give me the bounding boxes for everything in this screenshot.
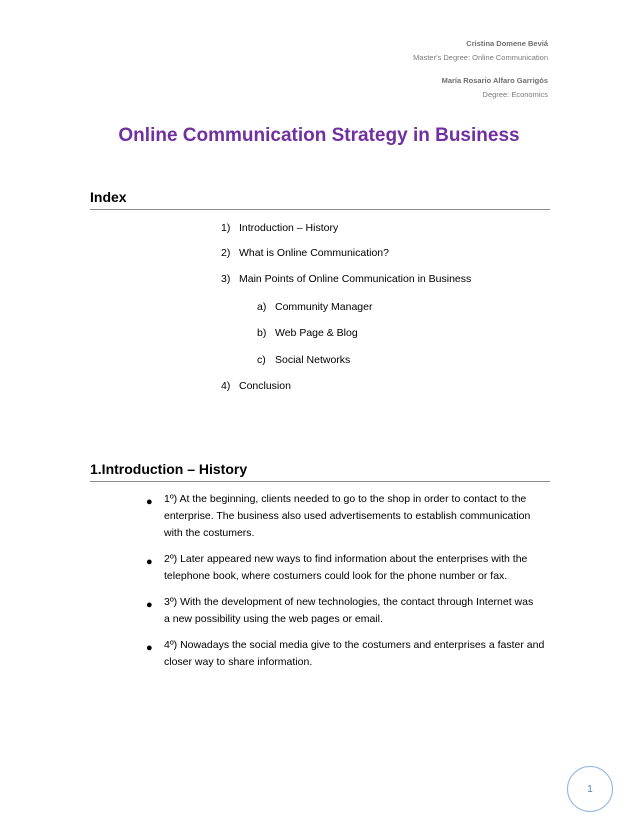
- toc-item-number: 4): [221, 380, 231, 392]
- toc-item-number: 2): [221, 247, 231, 259]
- bullet-line: 1º) At the beginning, clients needed to go to the shop in order to contact to the: [164, 493, 527, 505]
- toc-subitem: [257, 301, 372, 313]
- bullet-line: a new possibility using the web pages or email.: [164, 613, 383, 625]
- bullet-line: enterprise. The business also used advertisements to establish communication: [164, 510, 531, 522]
- author1-degree: Master's Degree: Online Communication: [413, 53, 548, 62]
- toc-item-label: Main Points of Online Communication in Business: [239, 273, 472, 285]
- bullet-line: telephone book, where costumers could look for the phone number or fax.: [164, 570, 508, 582]
- toc-item: [221, 380, 291, 392]
- bullet-line: 2º) Later appeared new ways to find information about the enterprises with the: [164, 553, 528, 565]
- bullet-line: 3º) With the development of new technologies, the contact through Internet was: [164, 596, 534, 608]
- toc-subitem-label: Web Page & Blog: [275, 327, 358, 339]
- section1-heading: 1.Introduction – History: [90, 461, 248, 477]
- toc-subitem-letter: c): [257, 354, 266, 366]
- author2-degree: Degree: Economics: [482, 90, 548, 99]
- toc-subitem: [257, 354, 350, 366]
- author2-name: María Rosario Alfaro Garrigós: [441, 76, 548, 85]
- bullet-text: [164, 594, 554, 628]
- bullet-text: [164, 637, 554, 671]
- toc-subitem-letter: a): [257, 301, 267, 313]
- toc-subitem-letter: b): [257, 327, 267, 339]
- toc-item: [221, 222, 338, 234]
- bullet-text: [164, 491, 554, 542]
- toc-item-label: Introduction – History: [239, 222, 339, 234]
- toc-item-number: 1): [221, 222, 231, 234]
- bullet-icon: ●: [146, 556, 153, 568]
- toc-item: [221, 273, 471, 285]
- index-rule: [90, 209, 550, 210]
- toc-subitem: [257, 327, 358, 339]
- section1-rule: [90, 481, 550, 482]
- toc-item-label: What is Online Communication?: [239, 247, 389, 259]
- bullet-icon: ●: [146, 496, 153, 508]
- bullet-icon: ●: [146, 642, 153, 654]
- author1-name: Cristina Domene Beviá: [466, 39, 548, 48]
- page-number: 1: [587, 783, 593, 795]
- toc-subitem-label: Social Networks: [275, 354, 351, 366]
- toc-item: [221, 247, 389, 259]
- bullet-icon: ●: [146, 599, 153, 611]
- toc-subitem-label: Community Manager: [275, 301, 373, 313]
- bullet-line: with the costumers.: [164, 527, 255, 539]
- document-title: Online Communication Strategy in Business: [118, 125, 520, 146]
- toc-item-label: Conclusion: [239, 380, 291, 392]
- bullet-line: closer way to share information.: [164, 656, 313, 668]
- page-number-badge: [567, 766, 613, 812]
- bullet-text: [164, 551, 554, 585]
- toc-item-number: 3): [221, 273, 231, 285]
- index-heading: Index: [90, 189, 127, 205]
- bullet-line: 4º) Nowadays the social media give to the costumers and enterprises a faster and: [164, 639, 545, 651]
